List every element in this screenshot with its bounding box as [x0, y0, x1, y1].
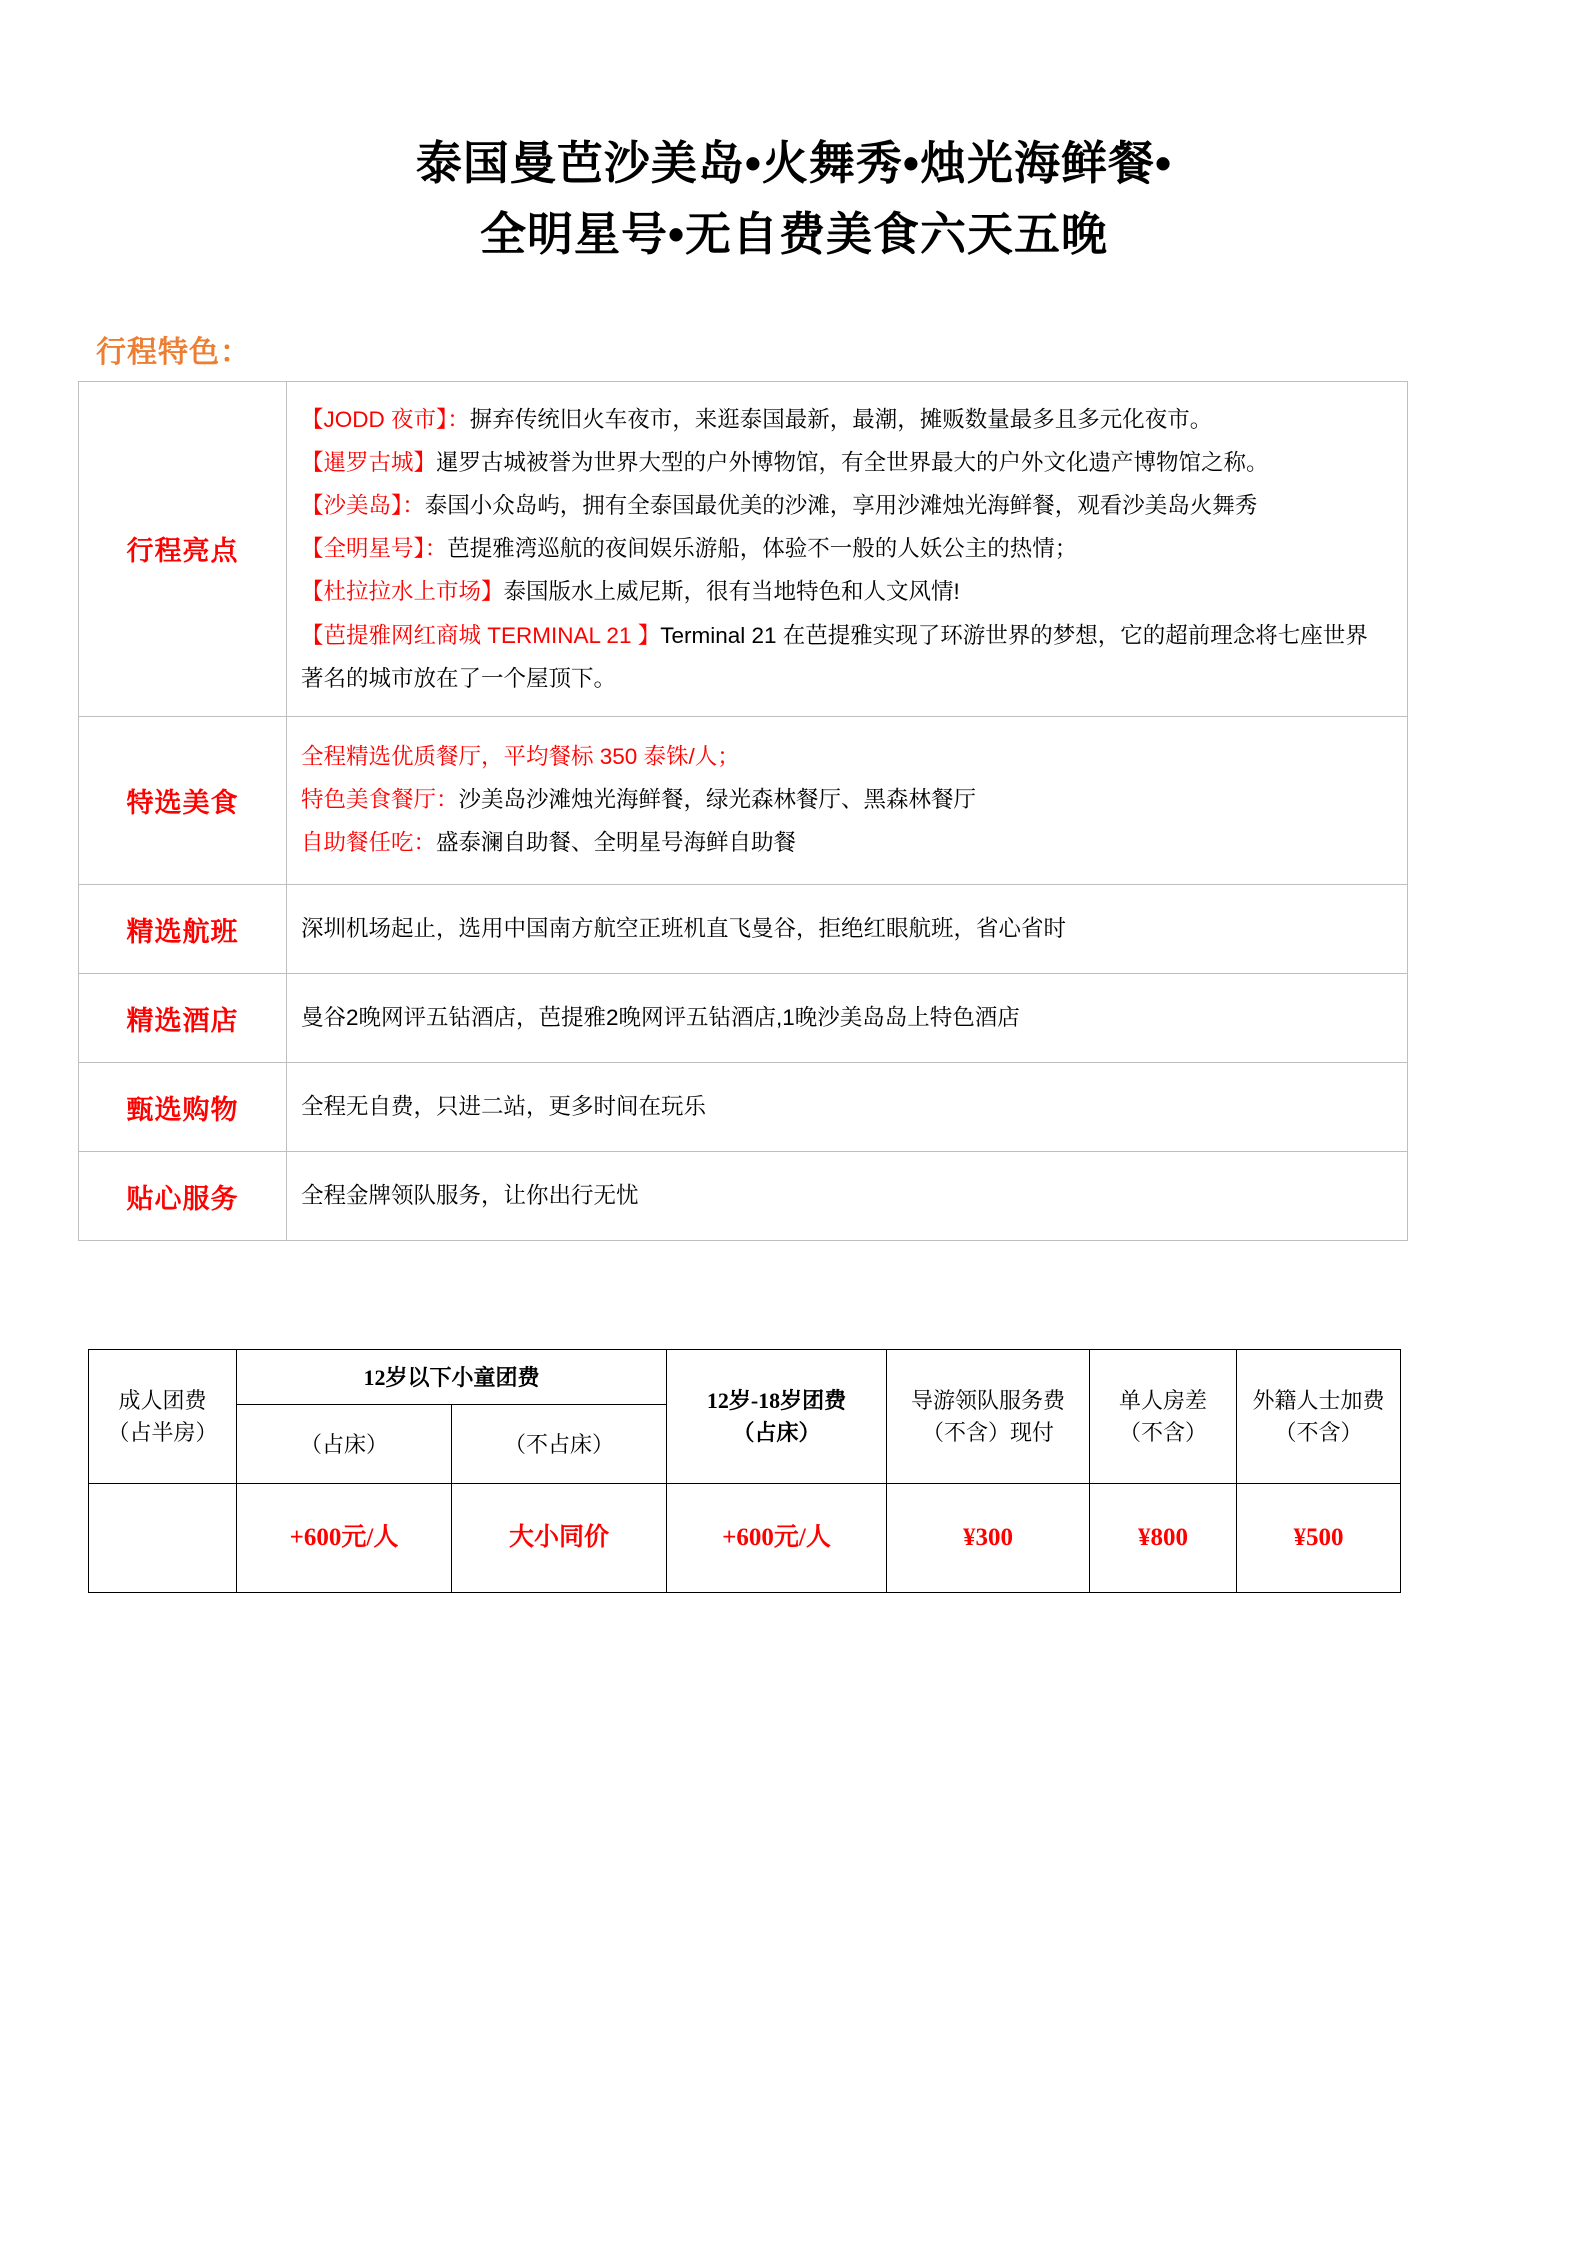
header-child-no-bed: （不占床）: [452, 1405, 667, 1484]
highlight-tag: 【JODD 夜市】：: [301, 406, 470, 432]
header-child-with-bed: （占床）: [237, 1405, 452, 1484]
table-row-shopping: [79, 1063, 1408, 1152]
food-text: 沙美岛沙滩烛光海鲜餐，绿光森林餐厅、黑森林餐厅: [458, 787, 977, 813]
header-foreign-line2: （不含）: [1274, 1419, 1363, 1445]
header-single-room-line2: （不含）: [1118, 1419, 1207, 1445]
hotel-text: 曼谷2晚网评五钻酒店，芭提雅2晚网评五钻酒店,1晚沙美岛岛上特色酒店: [301, 1005, 1020, 1031]
title-line-1: 泰国曼芭沙美岛•火舞秀•烛光海鲜餐•: [415, 137, 1173, 189]
table-row-service: [79, 1152, 1408, 1241]
highlight-tag: 【杜拉拉水上市场】: [301, 579, 504, 605]
row-label-shopping: 甄选购物: [79, 1063, 287, 1152]
title-line-2: 全明星号•无自费美食六天五晚: [479, 208, 1109, 261]
header-guide-fee-line2: （不含）现付: [921, 1419, 1054, 1445]
highlight-line: [301, 527, 1389, 570]
pricing-header-row-1: [89, 1350, 1401, 1405]
header-adult-fee: [89, 1350, 237, 1484]
table-row-food: [79, 716, 1408, 885]
highlight-line: [301, 484, 1389, 527]
highlight-tag: 【沙美岛】：: [301, 492, 425, 518]
row-label-food: 特选美食: [79, 716, 287, 885]
header-guide-fee-line1: 导游领队服务费: [910, 1388, 1065, 1414]
header-guide-fee: [887, 1350, 1090, 1484]
row-body-shopping: [287, 1063, 1408, 1152]
table-row-highlights: [79, 381, 1408, 716]
header-teen-fee-line2: （占床）: [732, 1419, 821, 1445]
header-single-room-line1: 单人房差: [1118, 1388, 1207, 1414]
shopping-text: 全程无自费，只进二站，更多时间在玩乐: [301, 1094, 707, 1120]
highlight-text: 泰国版水上威尼斯，很有当地特色和人文风情!: [503, 579, 960, 605]
food-line: [301, 735, 1389, 778]
pricing-values-row: [89, 1484, 1401, 1593]
value-adult-fee: [89, 1484, 237, 1593]
value-child-no-bed: 大小同价: [452, 1484, 667, 1593]
food-line: [301, 821, 1389, 864]
highlight-line: [301, 398, 1389, 441]
food-text: 盛泰澜自助餐、全明星号海鲜自助餐: [436, 830, 797, 856]
value-single-room-diff: ¥800: [1090, 1484, 1237, 1593]
row-label-service: 贴心服务: [79, 1152, 287, 1241]
header-child-fee-group: 12岁以下小童团费: [237, 1350, 667, 1405]
value-teen-fee: +600元/人: [667, 1484, 887, 1593]
header-foreign-surcharge: [1237, 1350, 1401, 1484]
header-single-room-diff: [1090, 1350, 1237, 1484]
row-body-service: [287, 1152, 1408, 1241]
row-label-highlights: 行程亮点: [79, 381, 287, 716]
highlight-text: 暹罗古城被誉为世界大型的户外博物馆，有全世界最大的户外文化遗产博物馆之称。: [436, 449, 1269, 475]
highlight-tag: 【芭提雅网红商城 TERMINAL 21 】: [301, 622, 661, 648]
flight-text: 深圳机场起止，选用中国南方航空正班机直飞曼谷，拒绝红眼航班，省心省时: [301, 916, 1067, 942]
pricing-table: [88, 1349, 1401, 1593]
food-tag: 特色美食餐厅：: [301, 787, 459, 813]
value-child-with-bed: +600元/人: [237, 1484, 452, 1593]
header-adult-fee-line1: 成人团费: [118, 1388, 207, 1414]
highlight-text: 芭提雅湾巡航的夜间娱乐游船，体验不一般的人妖公主的热情；: [447, 536, 1078, 562]
highlight-line: [301, 570, 1389, 613]
row-body-highlights: [287, 381, 1408, 716]
row-body-hotel: [287, 974, 1408, 1063]
row-label-hotel: 精选酒店: [79, 974, 287, 1063]
highlight-tag: 【全明星号】：: [301, 536, 448, 562]
section-heading-features: 行程特色：: [96, 335, 251, 369]
highlight-text: 泰国小众岛屿，拥有全泰国最优美的沙滩，享用沙滩烛光海鲜餐，观看沙美岛火舞秀: [424, 492, 1258, 518]
highlight-text: 摒弃传统旧火车夜市，来逛泰国最新，最潮，摊贩数量最多且多元化夜市。: [469, 406, 1213, 432]
highlight-line: [301, 614, 1389, 700]
food-tag: 自助餐任吃：: [301, 830, 437, 856]
header-teen-fee-line1: 12岁-18岁团费: [706, 1388, 847, 1414]
service-text: 全程金牌领队服务，让你出行无忧: [301, 1183, 639, 1209]
row-body-flight: [287, 885, 1408, 974]
food-text-all-red: 全程精选优质餐厅，平均餐标 350 泰铢/人；: [301, 743, 740, 769]
itinerary-features-table: [78, 381, 1408, 1242]
page-title: [0, 0, 1588, 271]
value-foreign-surcharge: ¥500: [1237, 1484, 1401, 1593]
food-line: [301, 778, 1389, 821]
highlight-line: [301, 441, 1389, 484]
table-row-hotel: [79, 974, 1408, 1063]
table-row-flight: [79, 885, 1408, 974]
row-body-food: [287, 716, 1408, 885]
header-adult-fee-line2: （占半房）: [107, 1419, 218, 1445]
row-label-flight: 精选航班: [79, 885, 287, 974]
highlight-text: Terminal 21 在芭提雅实现了环游世界的梦想，它的超前理念将七座世界著名的城市放在了一个屋顶下。: [301, 622, 1368, 691]
header-teen-fee: [667, 1350, 887, 1484]
header-foreign-line1: 外籍人士加费: [1252, 1388, 1385, 1414]
pricing-section: [88, 1349, 1588, 1593]
highlight-tag: 【暹罗古城】: [301, 449, 437, 475]
value-guide-fee: ¥300: [887, 1484, 1090, 1593]
